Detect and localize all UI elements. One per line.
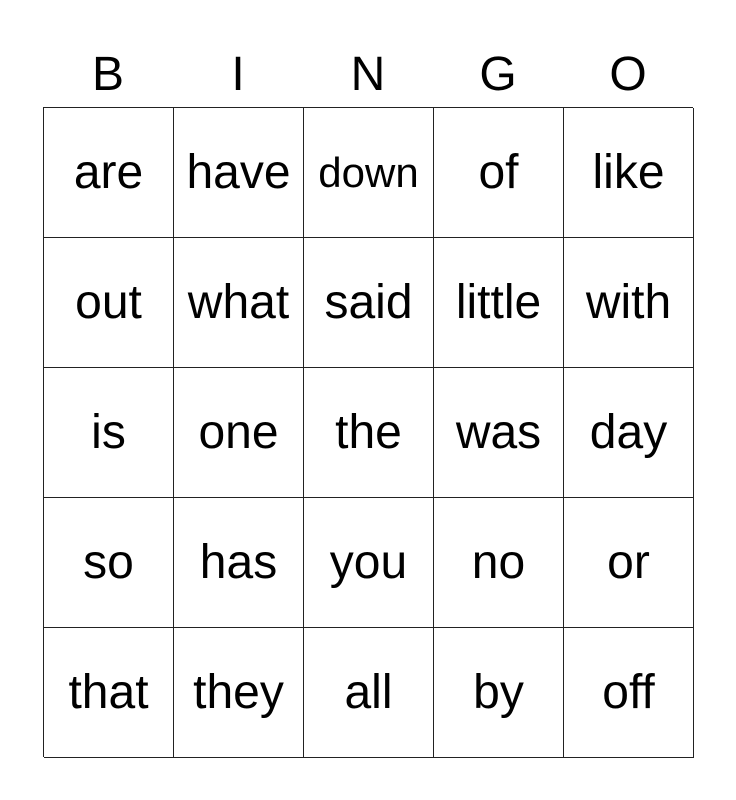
header-letter-i: I	[231, 48, 245, 101]
bingo-cell[interactable]: said	[304, 238, 434, 368]
bingo-cell[interactable]: no	[434, 498, 564, 628]
bingo-cell[interactable]: have	[174, 108, 304, 238]
bingo-cell[interactable]: the	[304, 368, 434, 498]
bingo-cell[interactable]: so	[44, 498, 174, 628]
bingo-cell[interactable]: you	[304, 498, 434, 628]
bingo-cell[interactable]: day	[564, 368, 694, 498]
bingo-cell[interactable]: like	[564, 108, 694, 238]
bingo-cell[interactable]: with	[564, 238, 694, 368]
bingo-cell[interactable]: has	[174, 498, 304, 628]
bingo-cell[interactable]: of	[434, 108, 564, 238]
bingo-cell[interactable]: out	[44, 238, 174, 368]
bingo-cell[interactable]: by	[434, 628, 564, 758]
bingo-cell[interactable]: what	[174, 238, 304, 368]
bingo-cell[interactable]: that	[44, 628, 174, 758]
bingo-cell[interactable]: all	[304, 628, 434, 758]
bingo-cell[interactable]: they	[174, 628, 304, 758]
bingo-header	[43, 44, 693, 106]
bingo-cell[interactable]: or	[564, 498, 694, 628]
bingo-cell[interactable]: down	[304, 108, 434, 238]
bingo-cell[interactable]: are	[44, 108, 174, 238]
bingo-cell[interactable]: was	[434, 368, 564, 498]
bingo-cell[interactable]: little	[434, 238, 564, 368]
bingo-board	[43, 107, 693, 757]
header-letter-o: O	[609, 48, 647, 101]
bingo-cell[interactable]: one	[174, 368, 304, 498]
header-letter-n: N	[350, 48, 386, 101]
header-letter-g: G	[479, 48, 517, 101]
header-letter-b: B	[91, 48, 124, 101]
bingo-cell[interactable]: is	[44, 368, 174, 498]
bingo-cell[interactable]: off	[564, 628, 694, 758]
